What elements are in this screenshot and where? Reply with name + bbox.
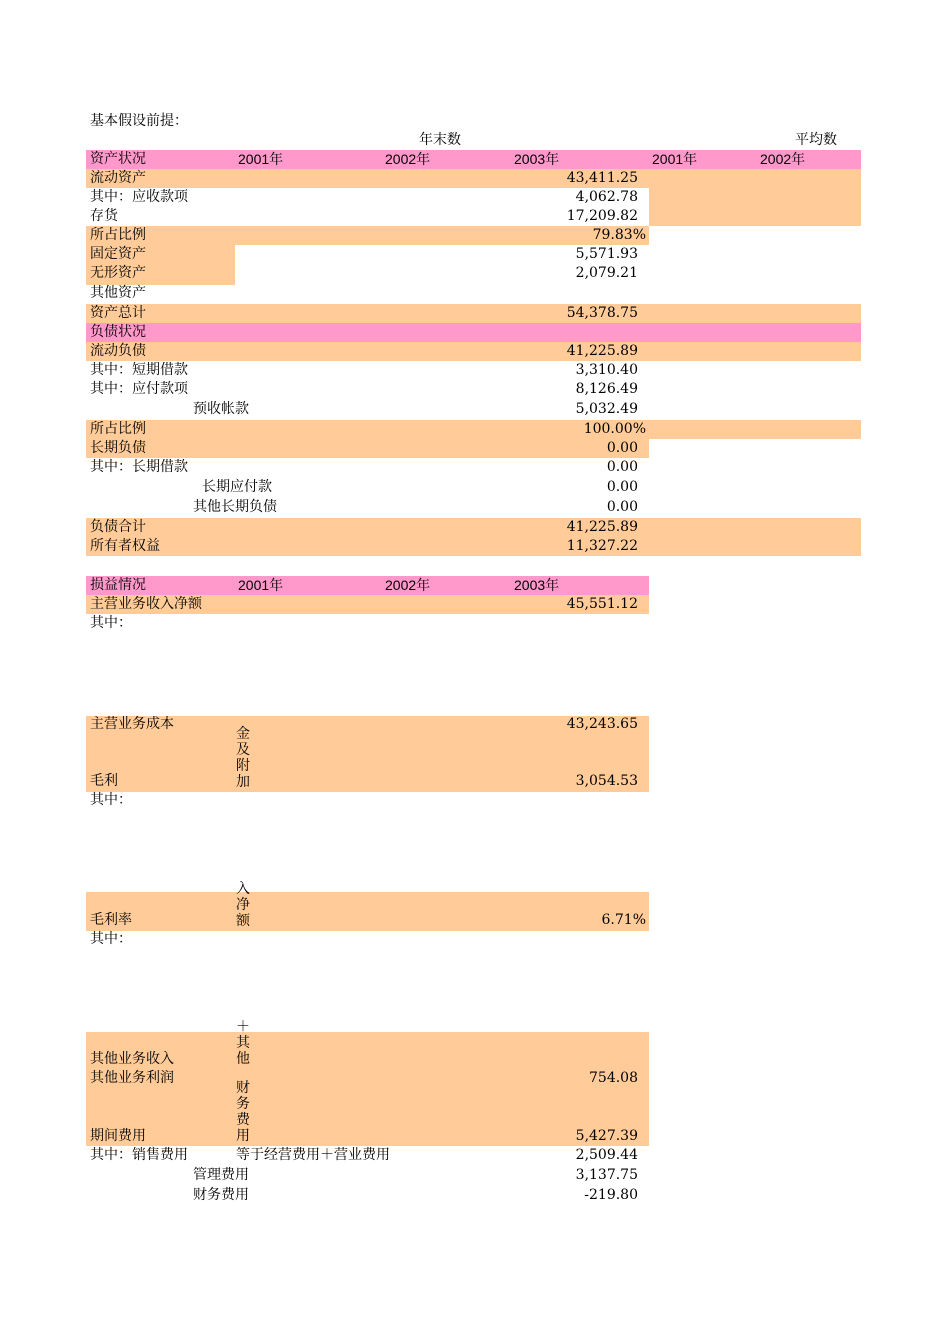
label-short-loans: 其中：短期借款 bbox=[90, 362, 188, 378]
label-other-profit: 其他业务利润 bbox=[90, 1070, 174, 1086]
value-other-profit: 754.08 bbox=[589, 1070, 638, 1086]
label-current-liab: 流动负债 bbox=[90, 343, 146, 359]
value-current-assets: 43,411.25 bbox=[566, 170, 638, 186]
value-short-loans: 3,310.40 bbox=[575, 362, 638, 378]
row-bg-liab-total bbox=[86, 518, 861, 556]
value-long-term: 0.00 bbox=[606, 440, 638, 456]
label-asset-ratio: 所占比例 bbox=[90, 227, 146, 243]
page-heading: 基本假设前提： bbox=[90, 113, 188, 129]
label-liab-ratio: 所占比例 bbox=[90, 421, 146, 437]
assets-title: 资产状况 bbox=[90, 151, 146, 167]
value-period-expense: 5,427.39 bbox=[575, 1128, 638, 1144]
liab-header-bg bbox=[86, 323, 861, 342]
row-bg-current-liab bbox=[86, 342, 861, 361]
avg-year-2002: 2002年 bbox=[760, 151, 806, 167]
label-equity: 所有者权益 bbox=[90, 538, 160, 554]
value-revenue: 45,551.12 bbox=[566, 596, 638, 612]
value-liab-total: 41,225.89 bbox=[566, 519, 638, 535]
label-of-which-1: 其中： bbox=[90, 615, 132, 631]
value-selling: 2,509.44 bbox=[575, 1147, 638, 1163]
income-header-bg bbox=[86, 576, 649, 595]
value-gross-profit: 3,054.53 bbox=[575, 773, 638, 789]
label-inventory: 存货 bbox=[90, 208, 118, 224]
value-payables: 8,126.49 bbox=[575, 381, 638, 397]
value-advance: 5,032.49 bbox=[575, 401, 638, 417]
income-title: 损益情况 bbox=[90, 577, 146, 593]
year-2001: 2001年 bbox=[238, 151, 284, 167]
label-finance: 财务费用 bbox=[193, 1187, 249, 1203]
liab-title: 负债状况 bbox=[90, 324, 146, 340]
value-intangible: 2,079.21 bbox=[575, 265, 638, 281]
label-long-term: 长期负债 bbox=[90, 440, 146, 456]
assets-header-bg bbox=[86, 150, 861, 169]
header-year-end: 年末数 bbox=[419, 132, 461, 148]
value-cost: 43,243.65 bbox=[566, 716, 638, 732]
row-bg-long-term bbox=[86, 439, 649, 458]
label-advance: 预收帐款 bbox=[193, 401, 249, 417]
label-selling: 其中：销售费用 bbox=[90, 1147, 188, 1163]
label-other-long: 其他长期负债 bbox=[193, 499, 277, 515]
value-long-loans: 0.00 bbox=[606, 459, 638, 475]
avg-year-2001: 2001年 bbox=[652, 151, 698, 167]
year-2003: 2003年 bbox=[514, 151, 560, 167]
label-of-which-3: 其中： bbox=[90, 931, 132, 947]
row-bg-liab-ratio bbox=[86, 420, 861, 439]
label-payables: 其中：应付款项 bbox=[90, 381, 188, 397]
label-liab-total: 负债合计 bbox=[90, 519, 146, 535]
value-liab-ratio: 100.00% bbox=[583, 421, 646, 437]
label-margin: 毛利率 bbox=[90, 912, 132, 928]
other-note-vertical: ＋其他 bbox=[236, 1019, 250, 1067]
row-bg-total-assets bbox=[86, 304, 861, 323]
fin-note-vertical: 财务费用 bbox=[236, 1080, 250, 1144]
margin-note-vertical: 入净额 bbox=[236, 881, 250, 929]
label-of-which-2: 其中： bbox=[90, 792, 132, 808]
block-bg-margin bbox=[86, 892, 649, 931]
label-gross-profit: 毛利 bbox=[90, 773, 118, 789]
row-bg-current-assets bbox=[86, 169, 861, 188]
label-intangible: 无形资产 bbox=[90, 265, 146, 281]
row-bg-asset-ratio bbox=[86, 226, 649, 245]
label-other-revenue: 其他业务收入 bbox=[90, 1051, 174, 1067]
label-other-assets: 其他资产 bbox=[90, 285, 146, 301]
income-year-2003: 2003年 bbox=[514, 577, 560, 593]
label-admin: 管理费用 bbox=[193, 1167, 249, 1183]
label-current-assets: 流动资产 bbox=[90, 170, 146, 186]
label-revenue: 主营业务收入净额 bbox=[90, 596, 202, 612]
income-year-2002: 2002年 bbox=[385, 577, 431, 593]
label-fixed-assets: 固定资产 bbox=[90, 246, 146, 262]
header-average: 平均数 bbox=[795, 132, 837, 148]
label-cost: 主营业务成本 bbox=[90, 716, 174, 732]
note-selling: 等于经营费用＋营业费用 bbox=[236, 1147, 390, 1163]
value-asset-ratio: 79.83% bbox=[592, 227, 646, 243]
value-inventory: 17,209.82 bbox=[566, 208, 638, 224]
value-equity: 11,327.22 bbox=[566, 538, 638, 554]
cost-note-vertical: 金及附加 bbox=[236, 726, 250, 790]
label-period-expense: 期间费用 bbox=[90, 1128, 146, 1144]
label-long-payables: 长期应付款 bbox=[202, 479, 272, 495]
label-long-loans: 其中：长期借款 bbox=[90, 459, 188, 475]
value-current-liab: 41,225.89 bbox=[566, 343, 638, 359]
label-receivables: 其中：应收款项 bbox=[90, 189, 188, 205]
value-total-assets: 54,378.75 bbox=[566, 305, 638, 321]
value-fixed-assets: 5,571.93 bbox=[575, 246, 638, 262]
value-receivables: 4,062.78 bbox=[575, 189, 638, 205]
avg-bg-receivables bbox=[649, 188, 861, 226]
value-other-long: 0.00 bbox=[606, 499, 638, 515]
income-year-2001: 2001年 bbox=[238, 577, 284, 593]
value-margin: 6.71% bbox=[601, 912, 646, 928]
value-admin: 3,137.75 bbox=[575, 1167, 638, 1183]
value-long-payables: 0.00 bbox=[606, 479, 638, 495]
label-total-assets: 资产总计 bbox=[90, 305, 146, 321]
year-2002: 2002年 bbox=[385, 151, 431, 167]
value-finance: -219.80 bbox=[584, 1187, 638, 1203]
